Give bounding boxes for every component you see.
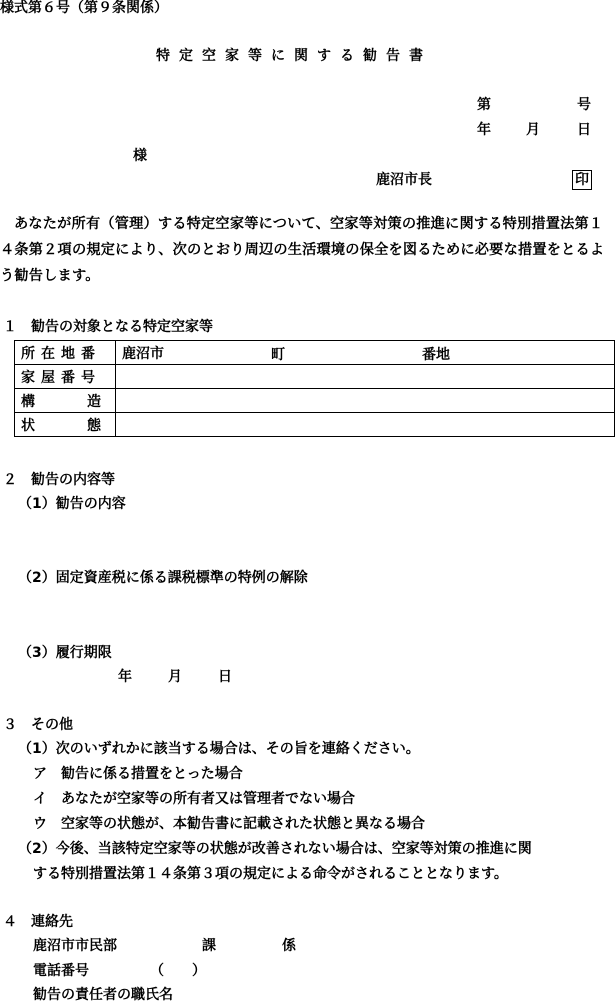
date-year: 年 — [477, 122, 491, 138]
contact-phone-label: 電話番号 — [33, 963, 89, 979]
seal-mark — [572, 170, 592, 190]
contact-section: 課 — [202, 938, 216, 954]
table-row — [15, 413, 615, 437]
section2-item1: （1）勧告の内容 — [18, 496, 126, 512]
table-row — [15, 341, 615, 365]
date-month: 月 — [526, 122, 540, 138]
doc-number-suffix: 号 — [577, 97, 591, 113]
value-lot: 番地 — [422, 347, 450, 363]
intro-paragraph: あなたが所有（管理）する特定空家等について、空家等対策の推進に関する特別措置法第１４条第２項の規定により、次のとおり周辺の生活環境の保全を図るために必要な措置をとるよう勧告します。 — [0, 216, 605, 284]
deadline-month: 月 — [168, 669, 182, 685]
deadline-day: 日 — [218, 669, 232, 685]
contact-officer-label: 勧告の責任者の職氏名 — [33, 987, 173, 1003]
date-day: 日 — [577, 122, 591, 138]
section2-item3: （3）履行期限 — [18, 645, 112, 661]
value-structure — [116, 389, 615, 413]
section3-item2-line2: する特別措置法第１４条第３項の規定による命令がされることとなります。 — [33, 866, 508, 882]
table-row — [15, 365, 615, 389]
section3-item2-line1: （2）今後、当該特定空家等の状態が改善されない場合は、空家等対策の推進に関 — [18, 841, 532, 857]
value-town: 町 — [271, 347, 285, 363]
form-number-label: 様式第６号（第９条関係） — [0, 0, 168, 16]
document-title: 特定空家等に関する勧告書 — [156, 48, 432, 64]
section3-sub-a: ア 勧告に係る措置をとった場合 — [33, 766, 243, 782]
label-location: 所在地番 — [15, 341, 116, 365]
section4-heading: ４ 連絡先 — [3, 914, 73, 930]
contact-subsection: 係 — [282, 938, 296, 954]
value-house-number — [116, 365, 615, 389]
label-house-number: 家屋番号 — [15, 365, 116, 389]
section2-heading: ２ 勧告の内容等 — [3, 472, 115, 488]
issuer-name: 鹿沼市長 — [376, 172, 432, 188]
addressee-suffix: 様 — [133, 148, 147, 164]
value-condition — [116, 413, 615, 437]
contact-department: 鹿沼市市民部 — [33, 938, 117, 954]
section3-sub-i: イ あなたが空家等の所有者又は管理者でない場合 — [33, 791, 355, 807]
value-location — [116, 341, 615, 365]
contact-phone-area: （ ） — [150, 963, 206, 979]
label-structure: 構 造 — [15, 389, 116, 413]
doc-number-prefix: 第 — [477, 97, 491, 113]
seal-text: 印 — [572, 170, 592, 190]
target-property-table — [14, 340, 615, 437]
value-city: 鹿沼市 — [122, 345, 164, 362]
section3-item1: （1）次のいずれかに該当する場合は、その旨を連絡ください。 — [18, 741, 420, 757]
label-condition: 状 態 — [15, 413, 116, 437]
deadline-year: 年 — [118, 669, 132, 685]
section1-heading: １ 勧告の対象となる特定空家等 — [3, 319, 213, 335]
section3-sub-u: ウ 空家等の状態が、本勧告書に記載された状態と異なる場合 — [33, 816, 425, 832]
section2-item2: （2）固定資産税に係る課税標準の特例の解除 — [18, 570, 308, 586]
table-row — [15, 389, 615, 413]
section3-heading: ３ その他 — [3, 717, 73, 733]
